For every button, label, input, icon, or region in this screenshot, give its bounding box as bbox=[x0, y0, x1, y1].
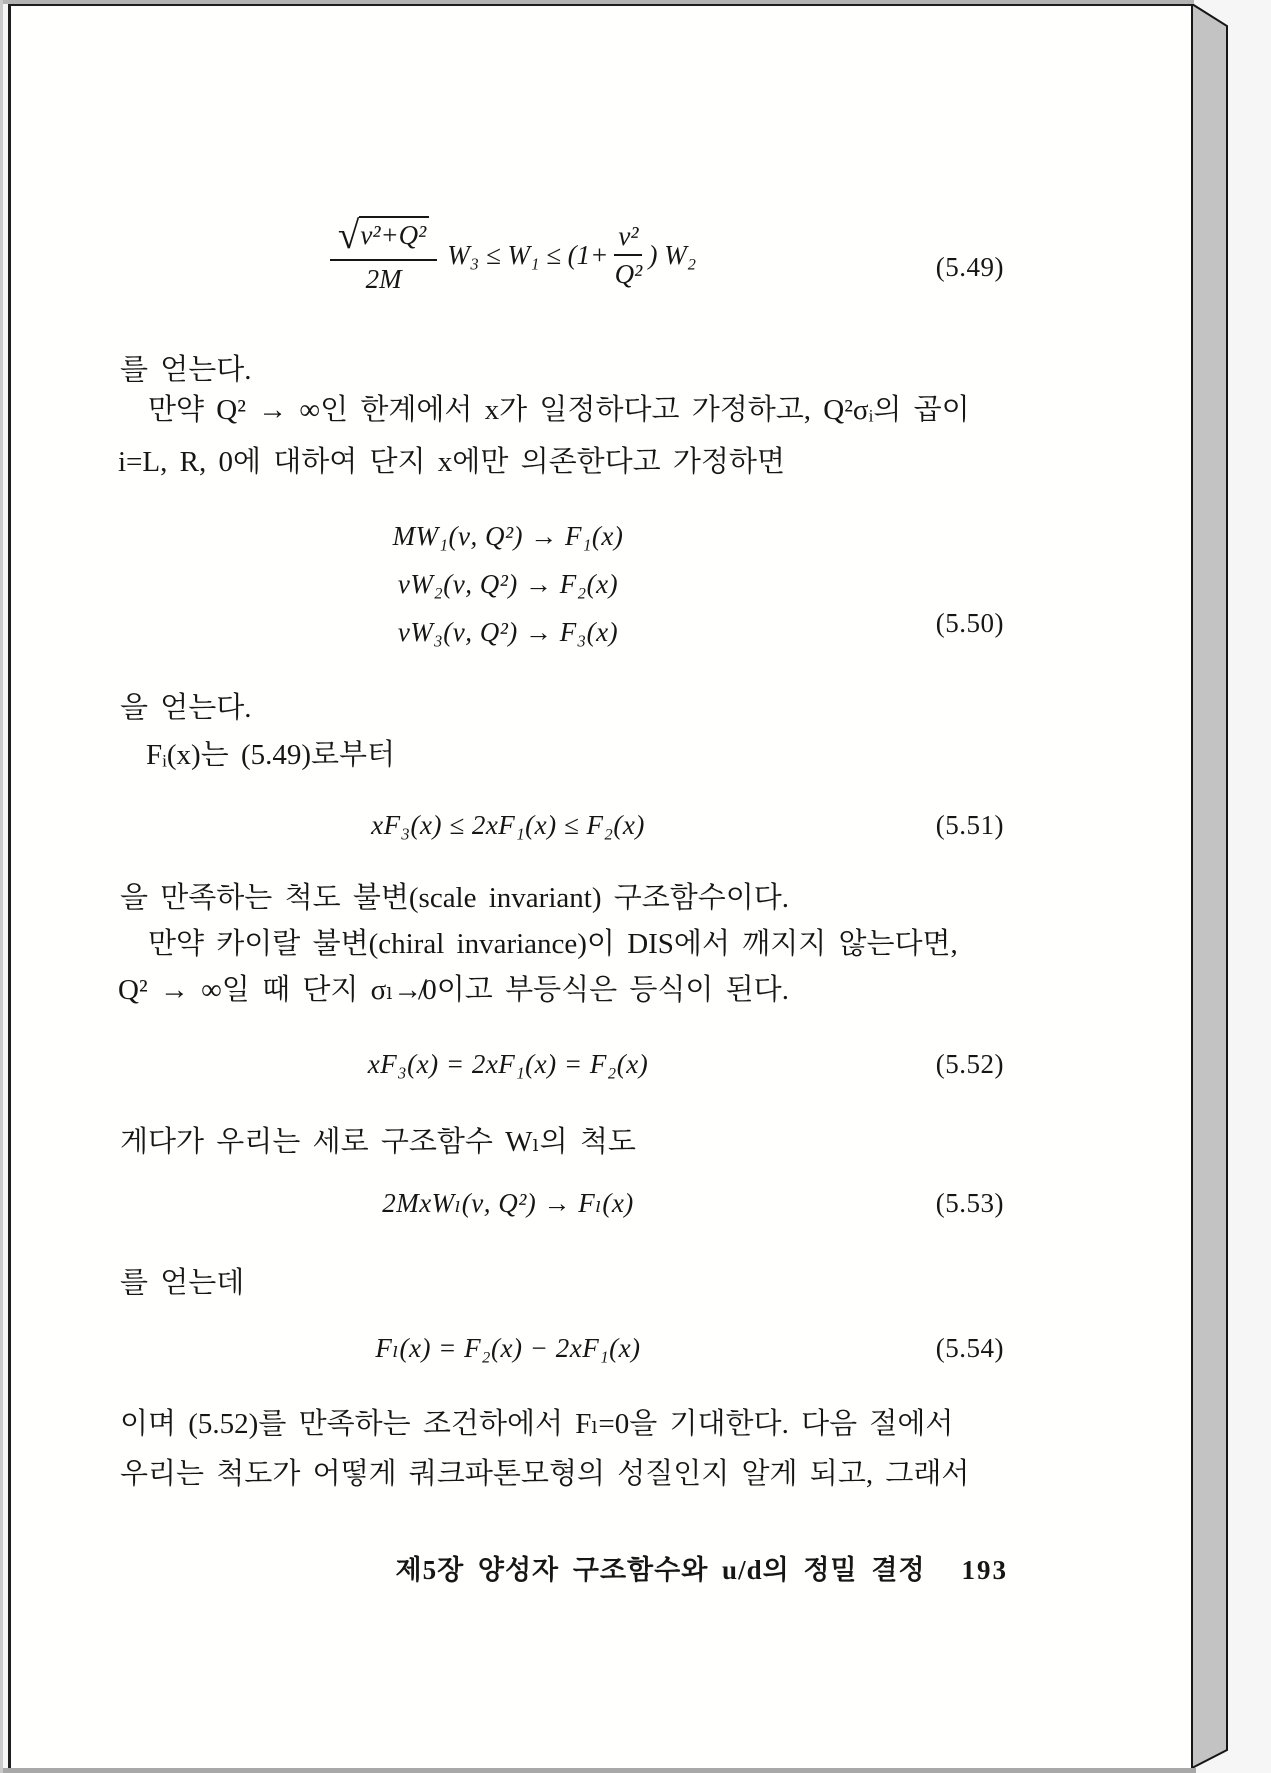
equation-number-5-52: (5.52) bbox=[935, 1049, 1004, 1079]
equation-5-54: Fₗ(x) = F₂(x) − 2xF₁(x) bbox=[375, 1333, 641, 1363]
equation-middle: W₃ ≤ W₁ ≤ (1+ bbox=[447, 240, 609, 271]
equation-number-5-50: (5.50) bbox=[935, 608, 1004, 638]
equation-5-50-line2: νW₂(ν, Q²) → F₂(x) bbox=[397, 569, 619, 599]
paragraph-scale-invariant: 을 만족하는 척도 불변(scale invariant) 구조함수이다. bbox=[120, 882, 790, 914]
paragraph-obtain-3: 를 얻는데 bbox=[120, 1267, 245, 1299]
radicand: ν²+Q² bbox=[359, 216, 429, 251]
footer-page-number: 193 bbox=[961, 1555, 1008, 1585]
paragraph-longitudinal: 게다가 우리는 세로 구조함수 Wₗ의 척도 bbox=[120, 1126, 636, 1158]
book-top-edge bbox=[0, 0, 1194, 4]
paragraph-fi-from-549: Fᵢ(x)는 (5.49)로부터 bbox=[146, 739, 396, 771]
equation-5-52: xF₃(x) = 2xF₁(x) = F₂(x) bbox=[367, 1049, 649, 1079]
radical-sign: √ bbox=[337, 214, 360, 257]
equation-5-50-line3: νW₃(ν, Q²) → F₃(x) bbox=[397, 617, 619, 647]
equation-block-5-54 bbox=[118, 1333, 1008, 1377]
equation-5-50-line1: MW₁(ν, Q²) → F₁(x) bbox=[392, 521, 624, 551]
paragraph-assumption-line1: 만약 Q² → ∞인 한계에서 x가 일정하다고 가정하고, Q²σᵢ의 곱이 bbox=[148, 394, 970, 426]
page-footer bbox=[118, 1548, 1008, 1587]
equation-block-5-52 bbox=[118, 1049, 1008, 1093]
book-page-edge bbox=[1186, 0, 1236, 1773]
equation-number-5-51: (5.51) bbox=[935, 810, 1004, 840]
equation-number-5-54: (5.54) bbox=[935, 1333, 1004, 1363]
equation-5-51: xF₃(x) ≤ 2xF₁(x) ≤ F₂(x) bbox=[371, 810, 645, 840]
equation-block-5-53 bbox=[118, 1188, 1008, 1232]
fraction-denominator: 2M bbox=[365, 264, 402, 295]
equation-block-5-49 bbox=[118, 216, 1008, 316]
paragraph-assumption-line2: i=L, R, 0에 대하여 단지 x에만 의존한다고 가정하면 bbox=[118, 446, 785, 478]
paragraph-chiral-line2: Q² → ∞일 때 단지 σₗ↛0이고 부등식은 등식이 된다. bbox=[118, 974, 789, 1006]
equation-block-5-51 bbox=[118, 810, 1008, 854]
equation-number-5-53: (5.53) bbox=[935, 1188, 1004, 1218]
paragraph-expectation-line1: 이며 (5.52)를 만족하는 조건하에서 Fₗ=0을 기대한다. 다음 절에서 bbox=[120, 1408, 954, 1440]
paragraph-obtain-1: 를 얻는다. bbox=[120, 354, 252, 386]
equation-5-49 bbox=[118, 216, 898, 295]
book-bottom-edge bbox=[0, 1768, 1196, 1773]
paragraph-obtain-2: 을 얻는다. bbox=[120, 692, 252, 724]
equation-block-5-50 bbox=[118, 512, 1008, 662]
footer-chapter-title: 제5장 양성자 구조함수와 u/d의 정밀 결정 bbox=[395, 1555, 926, 1585]
paragraph-expectation-line2: 우리는 척도가 어떻게 쿼크파톤모형의 성질인지 알게 되고, 그래서 bbox=[120, 1458, 970, 1490]
paragraph-chiral-line1: 만약 카이랄 불변(chiral invariance)이 DIS에서 깨지지 않는다면, bbox=[148, 928, 958, 960]
fraction-nu-q: $\frac{\text{ν²}}{\text{Q²}}$ bbox=[614, 221, 643, 290]
book-left-edge bbox=[0, 0, 3, 1773]
equation-5-53: 2MxWₗ(ν, Q²) → Fₗ(x) bbox=[382, 1188, 634, 1218]
fraction-sqrt bbox=[330, 216, 437, 295]
equation-tail: ) W₂ bbox=[648, 240, 697, 271]
equation-number-5-49: (5.49) bbox=[935, 252, 1004, 282]
